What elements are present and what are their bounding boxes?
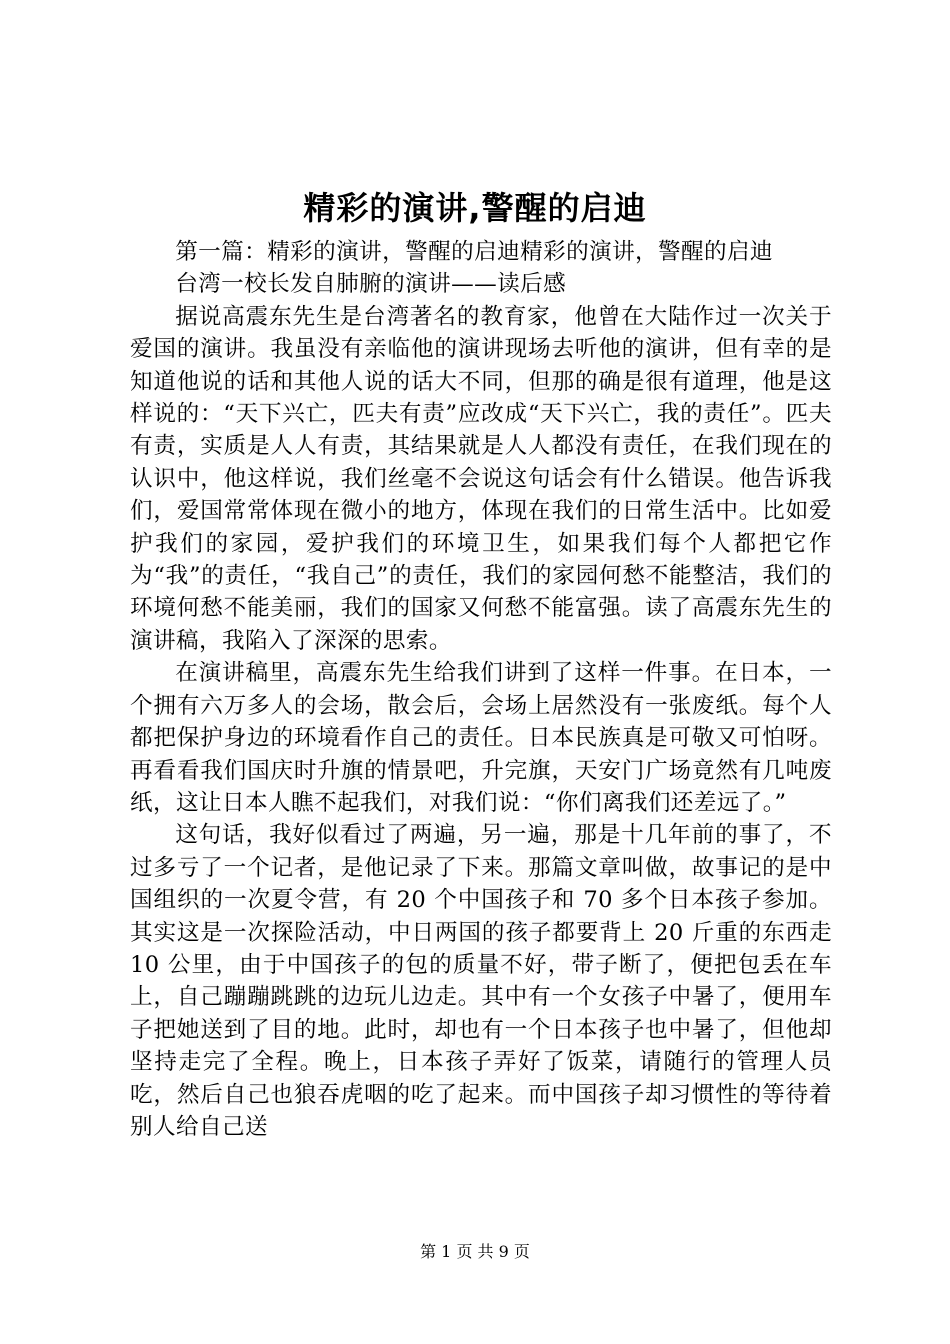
paragraph: 在演讲稿里，高震东先生给我们讲到了这样一件事。在日本，一个拥有六万多人的会场，散会后，会场上居然没有一张废纸。每个人都把保护身边的环境看作自己的责任。日本民族真是可敬又可怕呀。再看看我们国庆时升旗的情景吧，升完旗，天安门广场竟然有几吨废纸，这让日本人瞧不起我们，对我们说：“你们离我们还差远了。” <box>130 660 832 816</box>
paragraph: 这句话，我好似看过了两遍，另一遍，那是十几年前的事了，不过多亏了一个记者，是他记录了下来。那篇文章叫做，故事记的是中国组织的一次夏令营，有 20 个中国孩子和 70 多个日本孩子参加。其实这是一次探险活动，中日两国的孩子都要背上 20 斤重的东西走 10 公里，由于中国孩子的包的质量不好，带子断了，便把包丢在车上，自己蹦蹦跳跳的边玩儿边走。其中有一个女孩子中暑了，便用车子把她送到了目的地。此时，却也有一个日本孩子也中暑了，但他却坚持走完了全程。晚上，日本孩子弄好了饭菜，请随行的管理人员吃，然后自己也狼吞虎咽的吃了起来。而中国孩子却习惯性的等待着别人给自己送 <box>130 822 832 1140</box>
paragraph: 据说高震东先生是台湾著名的教育家，他曾在大陆作过一次关于爱国的演讲。我虽没有亲临他的演讲现场去听他的演讲，但有幸的是知道他说的话和其他人说的话大不同，但那的确是很有道理，他是这样说的：“天下兴亡，匹夫有责”应改成“天下兴亡，我的责任”。匹夫有责，实质是人人有责，其结果就是人人都没有责任，在我们现在的认识中，他这样说，我们丝毫不会说这句话会有什么错误。他告诉我们，爱国常常体现在微小的地方，体现在我们的日常生活中。比如爱护我们的家园，爱护我们的环境卫生，如果我们每个人都把它作为“我”的责任，“我自己”的责任，我们的家园何愁不能整洁，我们的环境何愁不能美丽，我们的国家又何愁不能富强。读了高震东先生的演讲稿，我陷入了深深的思索。 <box>130 303 832 654</box>
paragraph-subtitle: 台湾一校长发自肺腑的演讲——读后感 <box>175 271 567 298</box>
paragraph-heading: 第一篇：精彩的演讲，警醒的启迪精彩的演讲，警醒的启迪 <box>175 239 774 265</box>
page-title: 精彩的演讲,警醒的启迪 <box>303 189 647 227</box>
document-body <box>130 236 832 1143</box>
page-number-footer: 第 1 页 共 9 页 <box>420 1242 530 1261</box>
